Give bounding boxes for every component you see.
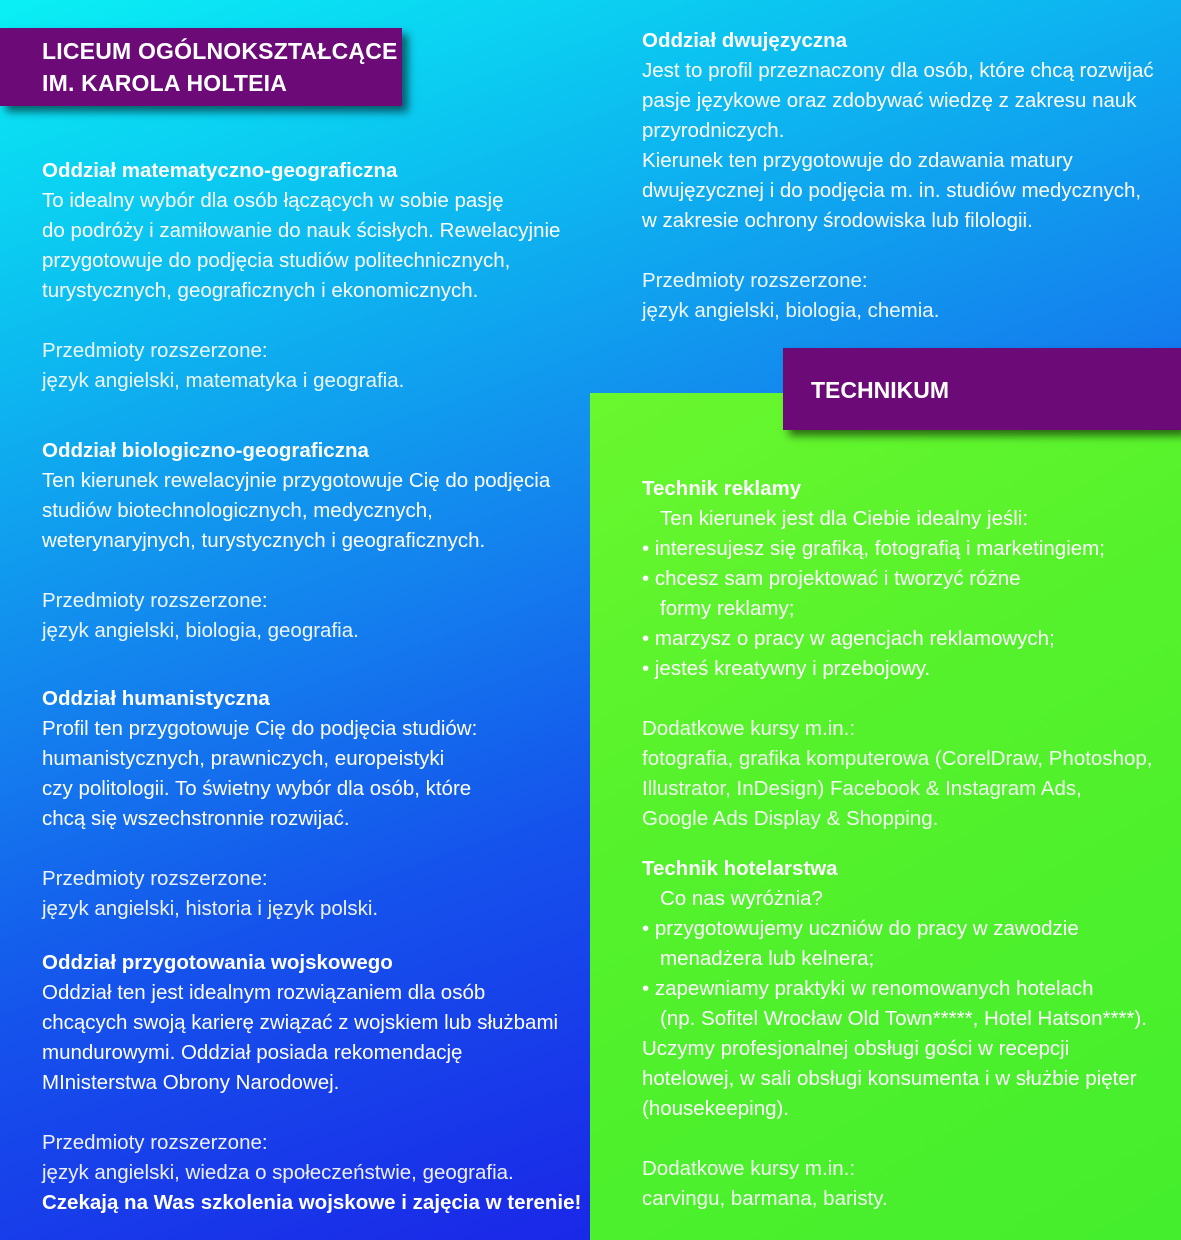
section-heading-mat: Oddział matematyczno-geograficzna	[42, 159, 398, 182]
hotel-intro: Co nas wyróżnia?	[660, 887, 823, 910]
reklama-bullet: • chcesz sam projektować i tworzyć różne	[642, 567, 1021, 590]
woj-subjects: język angielski, wiedza o społeczeństwie, geografia.	[42, 1161, 514, 1184]
hotel-desc-line: Uczymy profesjonalnej obsługi gości w recepcji	[642, 1037, 1070, 1060]
reklama-courses-line: fotografia, grafika komputerowa (CorelDraw, Photoshop,	[642, 747, 1153, 770]
reklama-courses-line: Google Ads Display & Shopping.	[642, 807, 939, 830]
bio-subjects-label: Przedmioty rozszerzone:	[42, 589, 268, 612]
section-heading-hotel: Technik hotelarstwa	[642, 857, 838, 880]
dwu-desc-line: w zakresie ochrony środowiska lub filologii.	[642, 209, 1033, 232]
bio-subjects: język angielski, biologia, geografia.	[42, 619, 359, 642]
woj-desc-line: Oddział ten jest idealnym rozwiązaniem dla osób	[42, 981, 486, 1004]
reklama-bullet: • interesujesz się grafiką, fotografią i marketingiem;	[642, 537, 1105, 560]
section-heading-reklama: Technik reklamy	[642, 477, 802, 500]
mat-desc-line: To idealny wybór dla osób łączących w sobie pasję	[42, 189, 504, 212]
section-heading-woj: Oddział przygotowania wojskowego	[42, 951, 393, 974]
bio-desc-line: Ten kierunek rewelacyjnie przygotowuje Cię do podjęcia	[42, 469, 551, 492]
reklama-intro: Ten kierunek jest dla Ciebie idealny jeśli:	[660, 507, 1029, 530]
dwu-desc-line: dwujęzycznej i do podjęcia m. in. studiów medycznych,	[642, 179, 1142, 202]
woj-subjects-label: Przedmioty rozszerzone:	[42, 1131, 268, 1154]
hotel-courses-label: Dodatkowe kursy m.in.:	[642, 1157, 856, 1180]
woj-desc-line: mundurowymi. Oddział posiada rekomendację	[42, 1041, 463, 1064]
mat-desc-line: przygotowuje do podjęcia studiów politechnicznych,	[42, 249, 511, 272]
hum-desc-line: czy politologii. To świetny wybór dla osób, które	[42, 777, 472, 800]
hotel-bullet: • przygotowujemy uczniów do pracy w zawodzie	[642, 917, 1079, 940]
section-heading-dwu: Oddział dwujęzyczna	[642, 29, 848, 52]
reklama-courses-label: Dodatkowe kursy m.in.:	[642, 717, 856, 740]
dwu-desc-line: Jest to profil przeznaczony dla osób, które chcą rozwijać	[642, 59, 1154, 82]
reklama-courses-line: Illustrator, InDesign) Facebook & Instagram Ads,	[642, 777, 1082, 800]
hum-subjects-label: Przedmioty rozszerzone:	[42, 867, 268, 890]
bio-desc-line: weterynaryjnych, turystycznych i geograficznych.	[42, 529, 486, 552]
section-heading-hum: Oddział humanistyczna	[42, 687, 270, 710]
liceum-title-line2: IM. KAROLA HOLTEIA	[42, 70, 288, 96]
liceum-banner	[0, 28, 402, 106]
mat-subjects-label: Przedmioty rozszerzone:	[42, 339, 268, 362]
hum-desc-line: humanistycznych, prawniczych, europeistyki	[42, 747, 445, 770]
reklama-bullet-cont: formy reklamy;	[660, 597, 795, 620]
dwu-desc-line: Kierunek ten przygotowuje do zdawania matury	[642, 149, 1073, 172]
dwu-desc-line: pasje językowe oraz zdobywać wiedzę z zakresu nauk	[642, 89, 1137, 112]
woj-desc-line: MInisterstwa Obrony Narodowej.	[42, 1071, 340, 1094]
dwu-subjects-label: Przedmioty rozszerzone:	[642, 269, 868, 292]
hum-subjects: język angielski, historia i język polski.	[42, 897, 379, 920]
hotel-bullet: • zapewniamy praktyki w renomowanych hotelach	[642, 977, 1094, 1000]
hotel-bullet-cont: menadżera lub kelnera;	[660, 947, 875, 970]
mat-desc-line: do podróży i zamiłowanie do nauk ścisłych. Rewelacyjnie	[42, 219, 561, 242]
hum-desc-line: chcą się wszechstronnie rozwijać.	[42, 807, 350, 830]
bio-desc-line: studiów biotechnologicznych, medycznych,	[42, 499, 433, 522]
mat-subjects: język angielski, matematyka i geografia.	[42, 369, 405, 392]
technikum-title: TECHNIKUM	[811, 377, 949, 403]
hotel-bullet-cont: (np. Sofitel Wrocław Old Town*****, Hotel Hatson****).	[660, 1007, 1147, 1030]
woj-desc-line: chcących swoją karierę związać z wojskiem lub służbami	[42, 1011, 559, 1034]
hum-desc-line: Profil ten przygotowuje Cię do podjęcia studiów:	[42, 717, 478, 740]
hotel-desc-line: hotelowej, w sali obsługi konsumenta i w służbie pięter	[642, 1067, 1137, 1090]
dwu-desc-line: przyrodniczych.	[642, 119, 785, 142]
mat-desc-line: turystycznych, geograficznych i ekonomicznych.	[42, 279, 479, 302]
dwu-subjects: język angielski, biologia, chemia.	[642, 299, 940, 322]
liceum-title-line1: LICEUM OGÓLNOKSZTAŁCĄCE	[42, 38, 398, 64]
technikum-banner	[783, 348, 1181, 430]
woj-highlight: Czekają na Was szkolenia wojskowe i zajęcia w terenie!	[42, 1191, 582, 1214]
reklama-bullet: • jesteś kreatywny i przebojowy.	[642, 657, 931, 680]
hotel-desc-line: (housekeeping).	[642, 1097, 790, 1120]
hotel-courses-line: carvingu, barmana, baristy.	[642, 1187, 888, 1210]
reklama-bullet: • marzysz o pracy w agencjach reklamowych;	[642, 627, 1055, 650]
section-heading-bio: Oddział biologiczno-geograficzna	[42, 439, 369, 462]
